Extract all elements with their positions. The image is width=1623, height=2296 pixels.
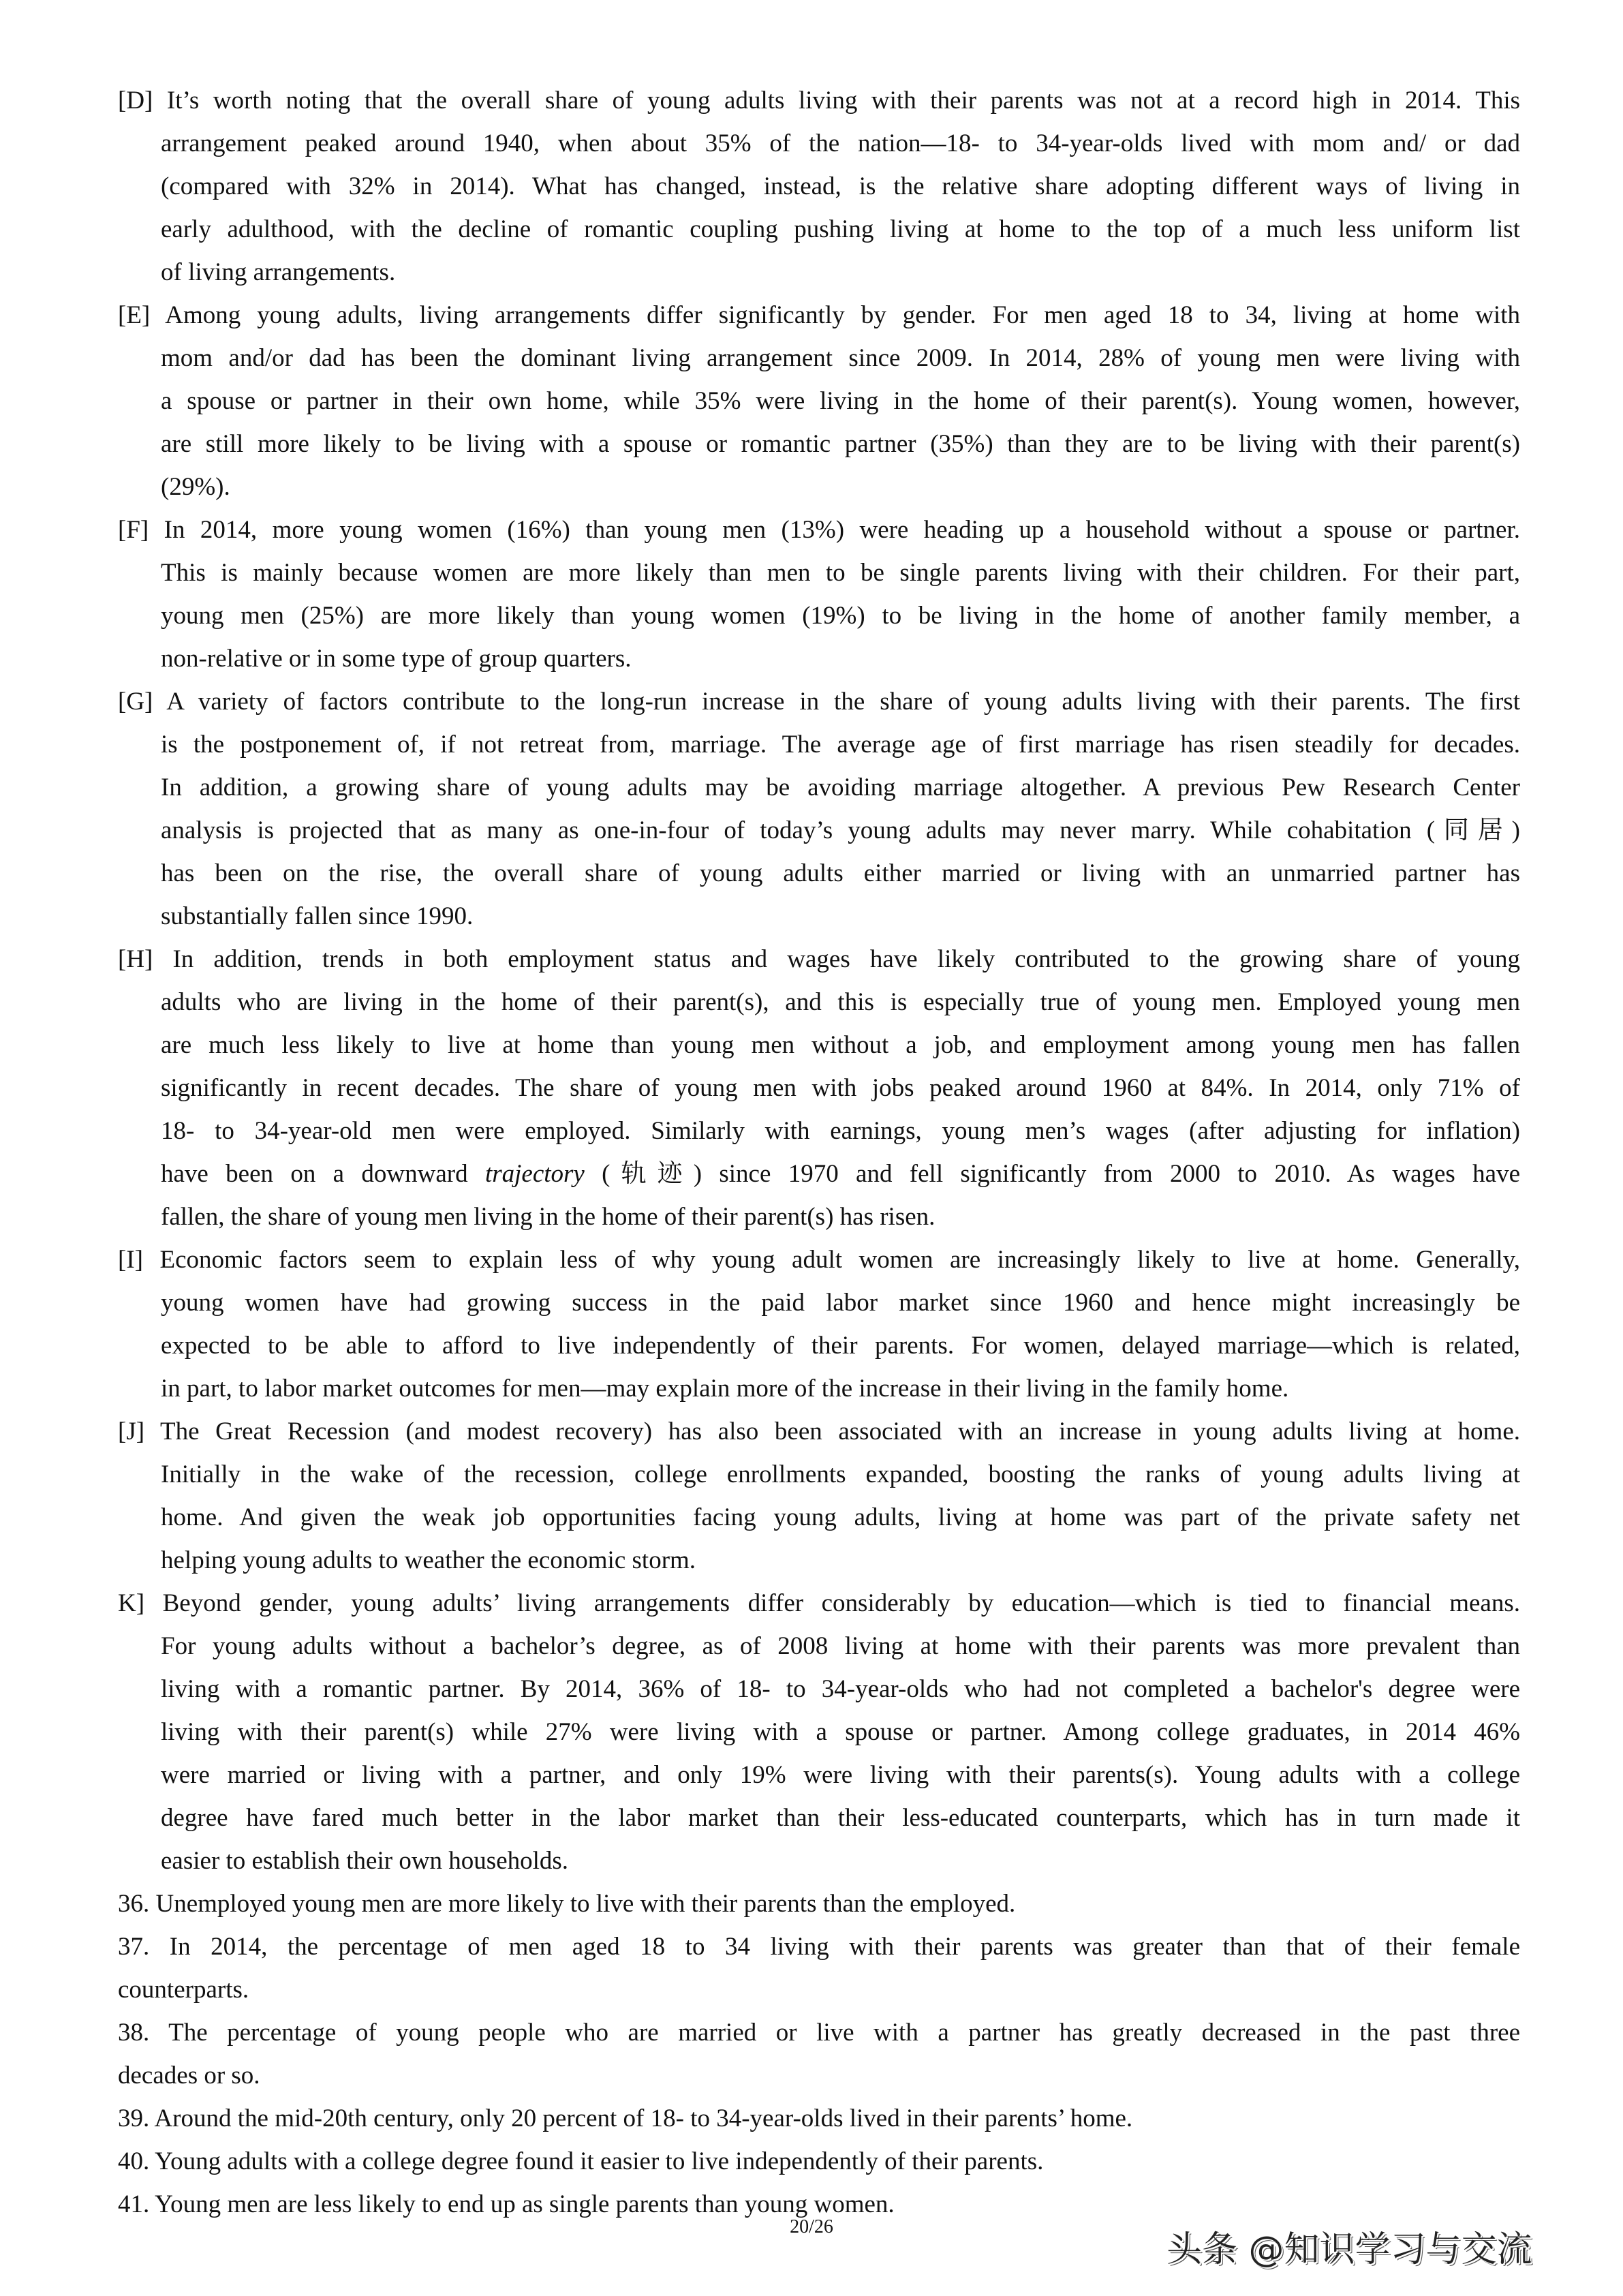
passage-paragraph-e [118,294,1520,508]
text-line: 39. Around the mid-20th century, only 20 percent of 18- to 34-year-olds lived in their parents’ home. [118,2104,1133,2132]
text-line: This is mainly because women are more likely than men to be single parents living with their children. For their part, [161,559,1520,587]
question-item [118,2140,1520,2183]
text-line: helping young adults to weather the economic storm. [161,1546,696,1574]
text-line: 37. In 2014, the percentage of men aged 18 to 34 living with their parents was greater than that of their female [118,1933,1520,1961]
text-line: analysis is projected that as many as one-in-four of today’s young adults may never marry. While cohabitation (同居) [161,816,1520,844]
text-line: [E] Among young adults, living arrangements differ significantly by gender. For men aged 18 to 34, living at home with [118,301,1520,329]
italic-term: trajectory [484,1160,585,1188]
text-line: 18- to 34-year-old men were employed. Similarly with earnings, young men’s wages (after adjusting for inflation) [161,1117,1520,1145]
text-line: [J] The Great Recession (and modest recovery) has also been associated with an increase in young adults living at home. [118,1418,1520,1445]
text-line: of living arrangements. [161,258,396,286]
text-line: adults who are living in the home of their parent(s), and this is especially true of young men. Employed young men [161,988,1520,1016]
text-line: mom and/or dad has been the dominant living arrangement since 2009. In 2014, 28% of young men were living with [161,344,1520,372]
page-number: 20/26 [790,2216,833,2237]
text-line: [G] A variety of factors contribute to the long-run increase in the share of young adults living with their parents. The first [118,688,1520,716]
text-line [118,1152,1520,1195]
text-segment: have been on a downward [161,1160,485,1188]
text-line: are still more likely to be living with a spouse or romantic partner (35%) than they are to be living with their parent(s) [161,430,1520,458]
text-line: 38. The percentage of young people who are married or live with a partner has greatly decreased in the past three [118,2019,1520,2047]
question-item [118,2011,1520,2097]
text-line: living with their parent(s) while 27% were living with a spouse or partner. Among college graduates, in 2014 46% [161,1718,1520,1746]
passage-paragraph-j [118,1410,1520,1582]
text-line: were married or living with a partner, and only 19% were living with their parents(s). Young adults with a college [161,1761,1520,1789]
text-line: (compared with 32% in 2014). What has changed, instead, is the relative share adopting different ways of living in [161,172,1520,200]
text-line: arrangement peaked around 1940, when about 35% of the nation—18- to 34-year-olds lived with mom and/ or dad [161,129,1520,157]
question-item [118,2097,1520,2140]
text-line: degree have fared much better in the labor market than their less-educated counterparts, which has in turn made it [161,1804,1520,1832]
text-line: a spouse or partner in their own home, while 35% were living in the home of their parent(s). Young women, however, [161,387,1520,415]
passage-paragraph-i [118,1238,1520,1410]
text-line: expected to be able to afford to live independently of their parents. For women, delayed marriage—which is related, [161,1332,1520,1360]
passage-paragraph-h [118,938,1520,1238]
text-line: 41. Young men are less likely to end up as single parents than young women. [118,2190,895,2218]
text-line: substantially fallen since 1990. [161,902,474,930]
text-line: are much less likely to live at home than young men without a job, and employment among young men has fallen [161,1031,1520,1059]
text-line: home. And given the weak job opportunities facing young adults, living at home was part of the private safety net [161,1503,1520,1531]
text-line: [D] It’s worth noting that the overall share of young adults living with their parents was not at a record high in 2014. This [118,87,1520,114]
question-item [118,1925,1520,2011]
text-segment: (轨迹) since 1970 and fell significantly from 2000 to 2010. As wages have [584,1160,1521,1188]
source-watermark: 头条 @知识学习与交流 [1166,2229,1532,2270]
text-line: 40. Young adults with a college degree found it easier to live independently of their parents. [118,2147,1044,2175]
text-line: easier to establish their own households. [161,1847,569,1875]
text-line: [I] Economic factors seem to explain less of why young adult women are increasingly likely to live at home. Generally, [118,1246,1520,1274]
text-line: early adulthood, with the decline of romantic coupling pushing living at home to the top of a much less uniform list [161,215,1520,243]
text-line: (29%). [161,473,230,501]
question-item [118,1882,1520,1925]
text-line: is the postponement of, if not retreat from, marriage. The average age of first marriage has risen steadily for decades. [161,731,1520,759]
passage-paragraph-k [118,1582,1520,1882]
text-line: young men (25%) are more likely than young women (19%) to be living in the home of another family member, a [161,602,1520,630]
text-line: [H] In addition, trends in both employment status and wages have likely contributed to the growing share of young [118,945,1520,973]
text-line: has been on the rise, the overall share of young adults either married or living with an unmarried partner has [161,859,1520,887]
text-line: K] Beyond gender, young adults’ living arrangements differ considerably by education—which is tied to financial means. [118,1589,1520,1617]
passage-paragraph-g [118,680,1520,938]
text-line: fallen, the share of young men living in the home of their parent(s) has risen. [161,1203,936,1231]
text-line: significantly in recent decades. The share of young men with jobs peaked around 1960 at 84%. In 2014, only 71% of [161,1074,1520,1102]
document-body [118,79,1520,2226]
text-line: young women have had growing success in the paid labor market since 1960 and hence might increasingly be [161,1289,1520,1317]
text-line: In addition, a growing share of young adults may be avoiding marriage altogether. A previous Pew Research Center [161,774,1520,801]
passage-paragraph-f [118,508,1520,680]
text-line: Initially in the wake of the recession, college enrollments expanded, boosting the ranks of young adults living at [161,1460,1520,1488]
text-line: [F] In 2014, more young women (16%) than young men (13%) were heading up a household without a spouse or partner. [118,516,1520,544]
text-line: counterparts. [118,1976,249,2004]
text-line: For young adults without a bachelor’s degree, as of 2008 living at home with their parents was more prevalent than [161,1632,1520,1660]
text-line: decades or so. [118,2062,260,2090]
text-line: in part, to labor market outcomes for men—may explain more of the increase in their living in the family home. [161,1375,1289,1403]
text-line: living with a romantic partner. By 2014, 36% of 18- to 34-year-olds who had not completed a bachelor's degree were [161,1675,1520,1703]
text-line: non-relative or in some type of group quarters. [161,645,632,673]
text-line: 36. Unemployed young men are more likely to live with their parents than the employed. [118,1890,1016,1918]
passage-paragraph-d [118,79,1520,294]
